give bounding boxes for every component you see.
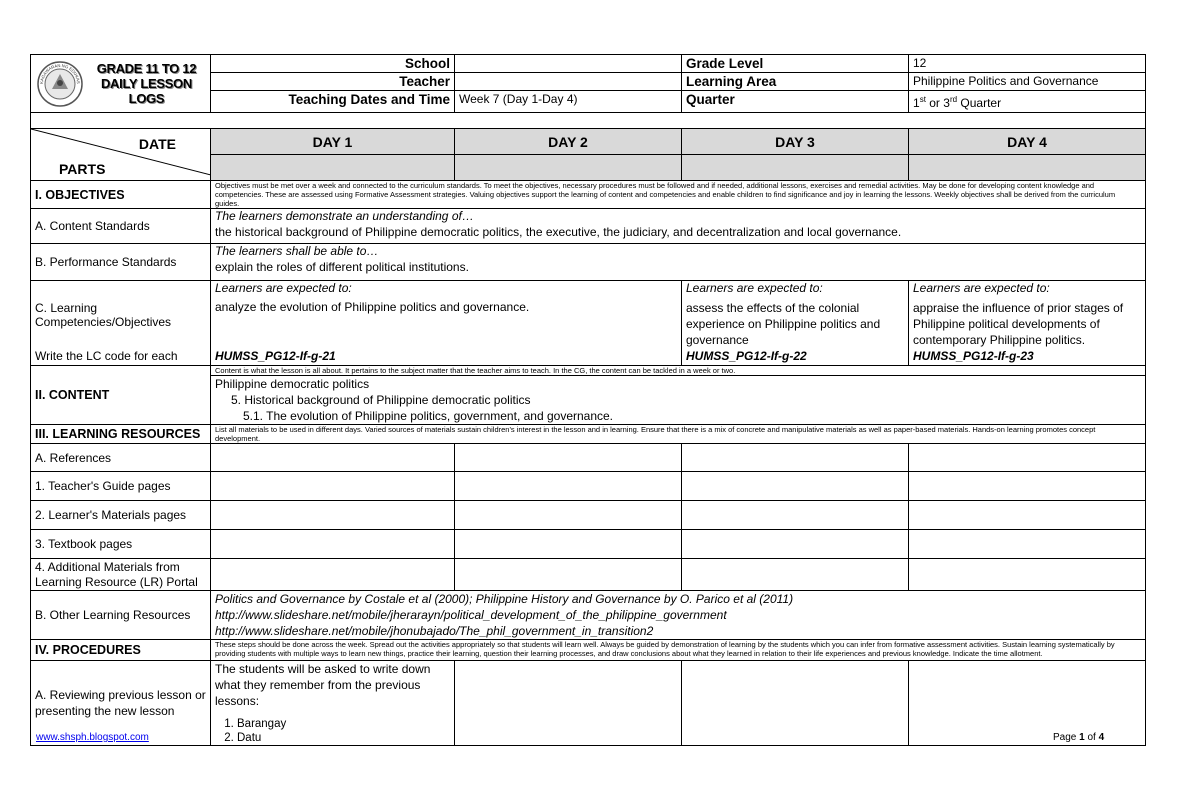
references-day1[interactable] [211,444,455,472]
lc-code-day12: HUMSS_PG12-If-g-21 [215,349,336,363]
date-parts-cell [31,129,211,181]
review-lesson-label: A. Reviewing previous lesson or presenting the new lesson [31,661,211,746]
textbook-day2[interactable] [455,530,682,559]
list-item: 1. Barangay [237,717,450,731]
textbook-day3[interactable] [682,530,909,559]
competencies-label-cell [31,281,211,366]
performance-standards-cell[interactable]: The learners shall be able to… explain the roles of different political institutions. [211,244,1146,281]
header-table [30,54,1146,113]
competency-day12-cell[interactable]: Learners are expected to: analyze the evolution of Philippine politics and governance. HUMSS_PG12-If-g-21 [211,281,682,366]
content-note: Content is what the lesson is all about. It pertains to the subject matter that the teacher aims to teach. In the CG, the content can be tackled in a week or two. [211,366,1146,376]
day2-header: DAY 2 [455,129,682,155]
quarter-value[interactable]: 1st or 3rd Quarter [909,91,1146,113]
footer-link-wrap [36,732,149,743]
logo-title-line1: GRADE 11 TO 12 [96,61,197,76]
day3-date-cell[interactable] [682,155,909,181]
additional-day3[interactable] [682,559,909,591]
footer-link[interactable]: www.shsph.blogspot.com [36,732,149,743]
additional-day4[interactable] [909,559,1146,591]
teaching-dates-label: Teaching Dates and Time [211,91,455,113]
teaching-dates-value[interactable]: Week 7 (Day 1-Day 4) [455,91,682,113]
grade-level-value[interactable]: 12 [909,55,1146,73]
quarter-label: Quarter [682,91,909,113]
references-day2[interactable] [455,444,682,472]
school-value[interactable] [455,55,682,73]
date-label: DATE [138,136,176,152]
day2-date-cell[interactable] [455,155,682,181]
competency-day3-cell[interactable]: Learners are expected to: assess the effects of the colonial experience on Philippine politics and governance HUMSS_PG12-If-g-22 [682,281,909,366]
textbook-pages-label: 3. Textbook pages [31,530,211,559]
additional-materials-label: 4. Additional Materials from Learning Resource (LR) Portal [31,559,211,591]
content-standards-label: A. Content Standards [31,209,211,244]
objectives-title: I. OBJECTIVES [31,181,211,209]
school-label: School [211,55,455,73]
procedures-title: IV. PROCEDURES [31,640,211,661]
lc-code-label: Write the LC code for each [35,349,178,363]
tg-day4[interactable] [909,472,1146,501]
logo-title [83,61,210,106]
textbook-day4[interactable] [909,530,1146,559]
procedures-note: These steps should be done across the week. Spread out the activities appropriately so that students will learn well. Always be guided by demonstration of learning by the students which you can infer from formative assessment activities. Sustain learning systematically by providing students with multiple ways to learn new things, practice their learning, question their learning processes, and draw conclusions about what they learned in relation to their life experiences and previous knowledge. Indicate the time allotment. [211,640,1146,661]
review-day1-cell[interactable]: The students will be asked to write down what they remember from the previous lessons: 1. Barangay 2. Datu [211,661,455,746]
review-day3-cell[interactable] [682,661,909,746]
tg-day2[interactable] [455,472,682,501]
deped-seal-icon [37,61,83,107]
lm-pages-label: 2. Learner's Materials pages [31,501,211,530]
references-day4[interactable] [909,444,1146,472]
additional-day2[interactable] [455,559,682,591]
references-day3[interactable] [682,444,909,472]
objectives-note: Objectives must be met over a week and connected to the curriculum standards. To meet the objectives, necessary procedures must be followed and if needed, additional lessons, exercises and remedial activities. May be done for developing content knowledge and competencies. These are assessed using Formative Assessment strategies. Valuing objectives support the learning of content and competencies and enable children to find significance and joy in learning the lessons. Weekly objectives shall be derived from the curriculum guides. [211,181,1146,209]
lm-day3[interactable] [682,501,909,530]
other-resources-cell[interactable]: Politics and Governance by Costale et al (2000); Philippine History and Governance by O. Parico et al (2011) http://www.slideshare.net/mobile/jherarayn/political_development_of_the_philippine_government http://www.slideshare.net/mobile/jhonubajado/The_phil_government_in_transition2 [211,591,1146,640]
lm-day2[interactable] [455,501,682,530]
content-standards-cell[interactable]: The learners demonstrate an understanding of… the historical background of Philippine democratic politics, the executive, the judiciary, and decentralization and local governance. [211,209,1146,244]
main-table [30,113,1146,746]
resources-note: List all materials to be used in different days. Varied sources of materials sustain children's interest in the lesson and in learning. Ensure that there is a mix of concrete and manipulative materials as well as paper-based materials. Hands-on learning promotes concept development. [211,425,1146,444]
page-number: Page 1 of 4 [1053,732,1105,743]
competency-day4-cell[interactable]: Learners are expected to: appraise the influence of prior stages of Philippine political developments of contemporary Philippine politics. HUMSS_PG12-If-g-23 [909,281,1146,366]
learning-area-value[interactable]: Philippine Politics and Governance [909,73,1146,91]
resources-title: III. LEARNING RESOURCES [31,425,211,444]
seal-text: KAGAWARAN NG EDUKAS [38,62,82,84]
teacher-value[interactable] [455,73,682,91]
day3-header: DAY 3 [682,129,909,155]
logo-cell [31,55,211,113]
diagonal-divider [31,129,211,181]
review-day2-cell[interactable] [455,661,682,746]
spacer-row [31,113,1146,129]
tg-day3[interactable] [682,472,909,501]
additional-day1[interactable] [211,559,455,591]
performance-standards-label: B. Performance Standards [31,244,211,281]
tg-day1[interactable] [211,472,455,501]
tg-pages-label: 1. Teacher's Guide pages [31,472,211,501]
lm-day1[interactable] [211,501,455,530]
list-item: 2. Datu [237,731,450,745]
textbook-day1[interactable] [211,530,455,559]
review-list [215,717,450,745]
parts-label: PARTS [59,161,106,177]
day4-date-cell[interactable] [909,155,1146,181]
references-label: A. References [31,444,211,472]
grade-level-label: Grade Level [682,55,909,73]
day1-header: DAY 1 [211,129,455,155]
teacher-label: Teacher [211,73,455,91]
review-day4-cell[interactable] [909,661,1146,746]
logo-title-line2: DAILY LESSON LOGS [100,76,193,106]
lc-code-day4: HUMSS_PG12-If-g-23 [913,349,1034,363]
content-cell[interactable]: Philippine democratic politics 5. Historical background of Philippine democratic politics 5.1. The evolution of Philippine politics, government, and governance. [211,376,1146,425]
content-title: II. CONTENT [31,366,211,425]
lc-code-day3: HUMSS_PG12-If-g-22 [686,349,807,363]
competencies-label: C. Learning Competencies/Objectives [35,301,172,329]
lm-day4[interactable] [909,501,1146,530]
other-resources-label: B. Other Learning Resources [31,591,211,640]
lesson-log-sheet [30,54,1145,746]
learning-area-label: Learning Area [682,73,909,91]
day1-date-cell[interactable] [211,155,455,181]
day4-header: DAY 4 [909,129,1146,155]
